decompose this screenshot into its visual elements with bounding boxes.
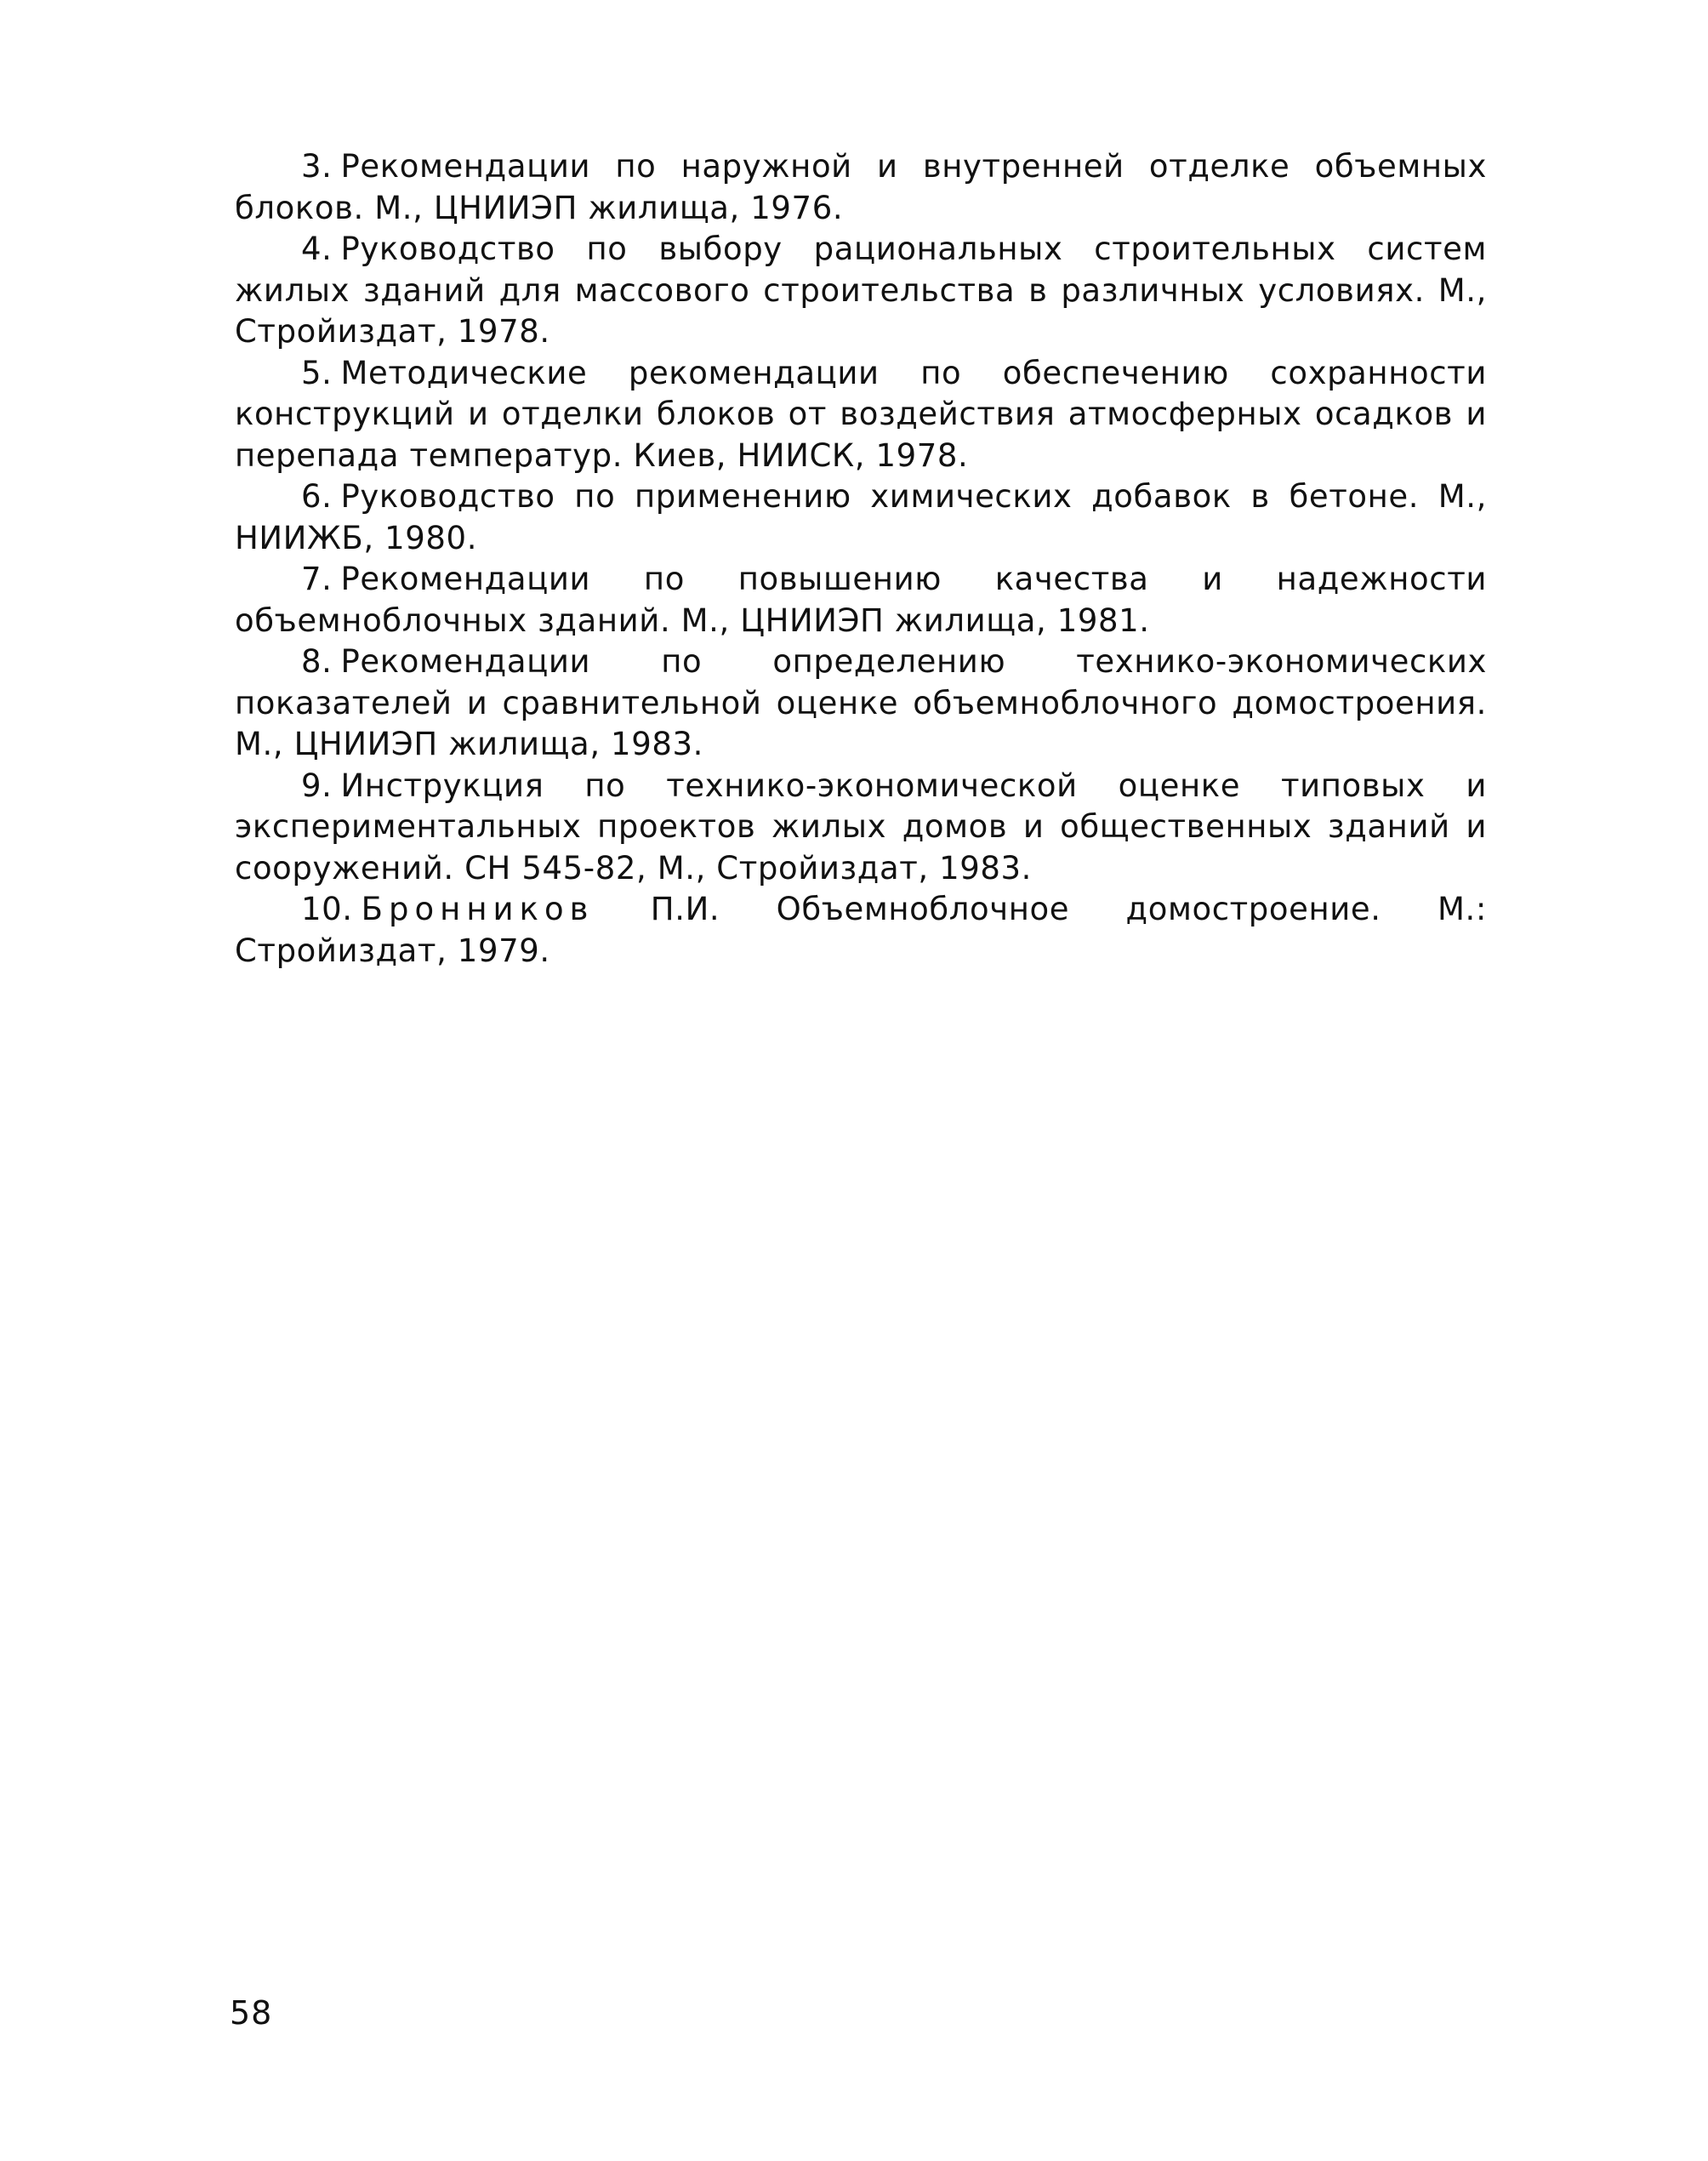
reference-item — [235, 476, 1487, 559]
reference-text: Методические рекомендации по обеспечению сохранности конструкций и отделки блоков от воздействия атмосферных осадков и перепада температур. Киев, НИИСК, 1978. — [235, 354, 1487, 474]
reference-number: 6. — [301, 478, 333, 515]
reference-number: 3. — [301, 148, 333, 185]
reference-number: 10. — [301, 891, 353, 927]
reference-item — [235, 229, 1487, 353]
reference-text: Руководство по применению химических добавок в бетоне. М., НИИЖБ, 1980. — [235, 478, 1487, 556]
reference-text: П.И. Объемноблочное домостроение. М.: Стройиздат, 1979. — [235, 891, 1487, 969]
reference-text: Рекомендации по наружной и внутренней отделке объемных блоков. М., ЦНИИЭП жилища, 1976. — [235, 148, 1487, 226]
reference-number: 4. — [301, 231, 333, 267]
reference-author: Бронников — [361, 891, 595, 927]
reference-item — [235, 889, 1487, 972]
reference-text: Рекомендации по повышению качества и надежности объемноблочных зданий. М., ЦНИИЭП жилища, 1981. — [235, 561, 1487, 639]
reference-number: 7. — [301, 561, 333, 597]
reference-number: 5. — [301, 354, 333, 391]
page-number: 58 — [230, 1994, 273, 2032]
reference-item — [235, 641, 1487, 766]
reference-list — [235, 146, 1487, 972]
reference-item — [235, 766, 1487, 890]
reference-item — [235, 353, 1487, 477]
reference-text: Руководство по выбору рациональных строительных систем жилых зданий для массового строительства в различных условиях. М., Стройиздат, 1978. — [235, 231, 1487, 350]
reference-number: 9. — [301, 767, 333, 804]
reference-number: 8. — [301, 643, 333, 680]
reference-text: Рекомендации по определению технико-экономических показателей и сравнительной оценке объемноблочного домостроения. М., ЦНИИЭП жилища, 1983. — [235, 643, 1487, 762]
reference-item — [235, 146, 1487, 229]
reference-text: Инструкция по технико-экономической оценке типовых и экспериментальных проектов жилых домов и общественных зданий и сооружений. СН 545-82, М., Стройиздат, 1983. — [235, 767, 1487, 887]
reference-item — [235, 559, 1487, 641]
